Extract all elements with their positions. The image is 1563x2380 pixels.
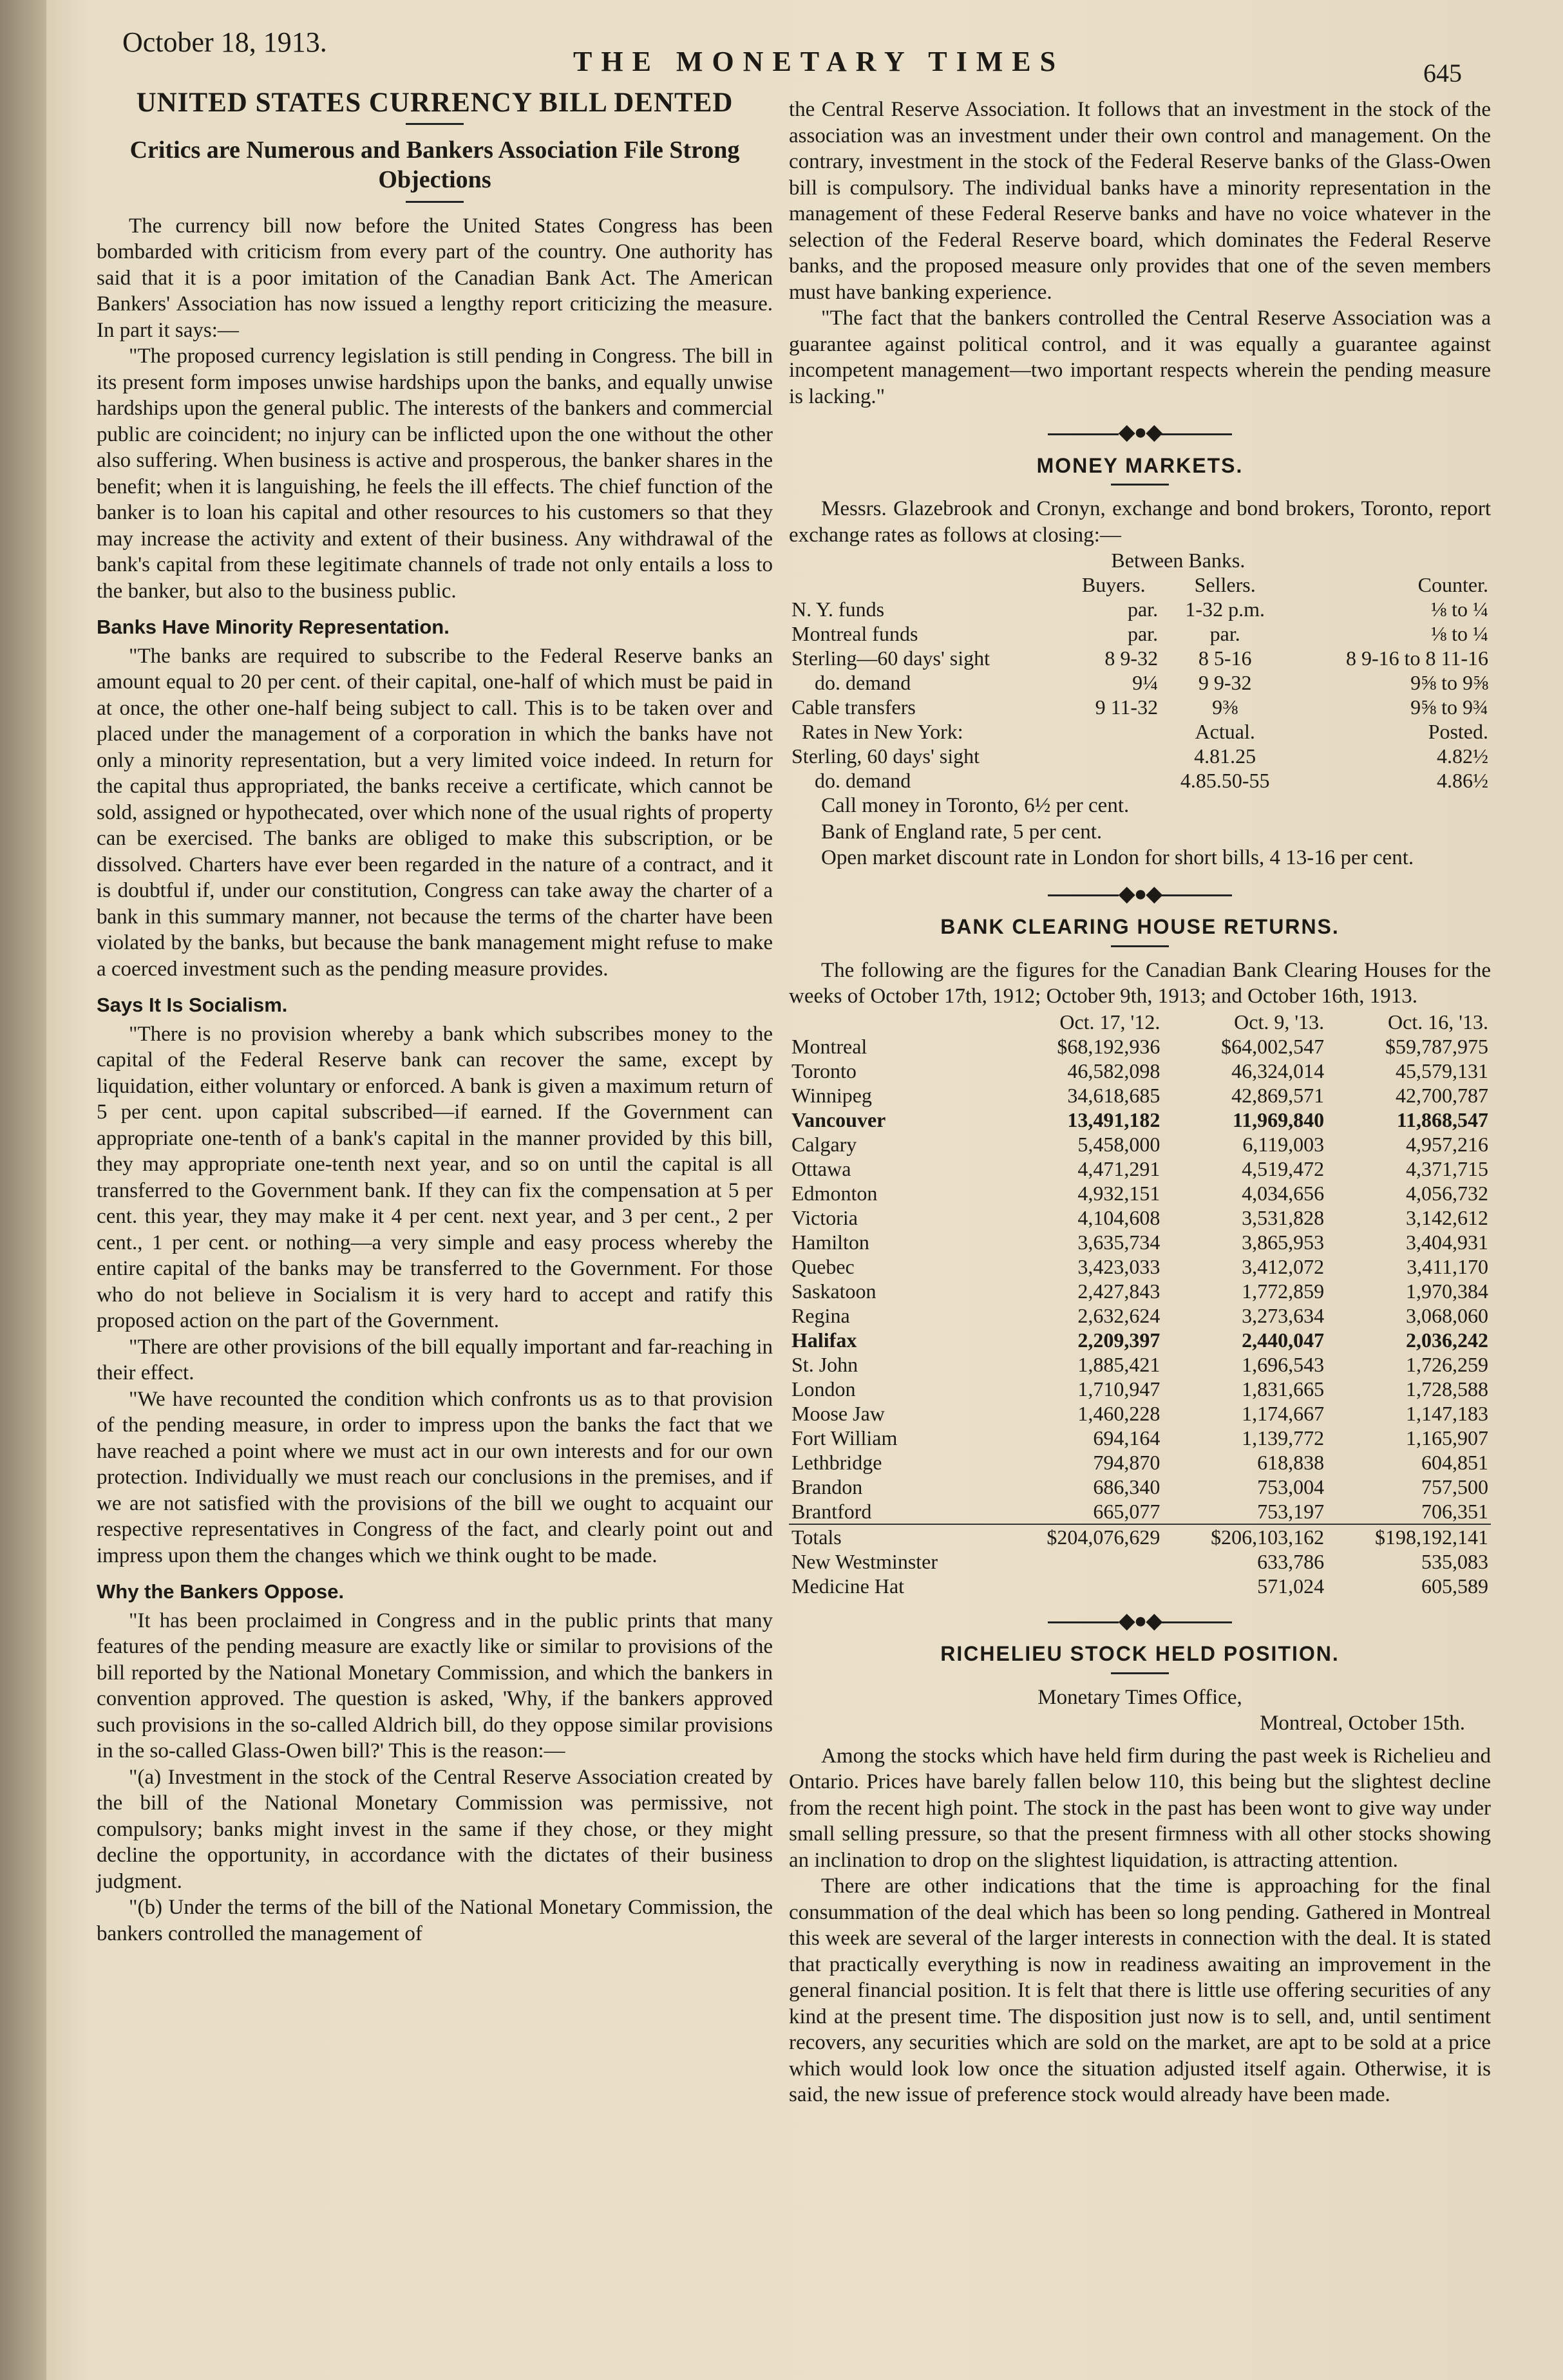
city-name: St. John xyxy=(791,1352,858,1376)
cell: 3,068,060 xyxy=(1406,1303,1488,1327)
article-subhead: Banks Have Minority Representation. xyxy=(97,616,450,638)
clearing-table xyxy=(789,1010,1491,1598)
table-row xyxy=(789,695,1491,719)
totals-row xyxy=(789,1524,1491,1549)
left-column xyxy=(97,90,773,1947)
cell: 3,404,931 xyxy=(1406,1230,1488,1254)
table-row xyxy=(789,1574,1491,1598)
table-row xyxy=(789,1108,1491,1132)
cell: 757,500 xyxy=(1421,1475,1488,1498)
open-market-line: Open market discount rate in London for short bills, 4 13-16 per cent. xyxy=(821,846,1414,869)
table-row xyxy=(789,1157,1491,1181)
cell: 34,618,685 xyxy=(1067,1083,1160,1107)
table-row xyxy=(789,744,1491,768)
table-row xyxy=(789,1352,1491,1377)
table-row xyxy=(789,621,1491,646)
cell: 46,324,014 xyxy=(1231,1059,1325,1082)
cell: $64,002,547 xyxy=(1221,1034,1325,1058)
article-headline: UNITED STATES CURRENCY BILL DENTED xyxy=(136,88,734,118)
money-markets-intro: Messrs. Glazebrook and Cronyn, exchange and bond brokers, Toronto, report exchange rates as follows at closing:— xyxy=(789,497,1491,547)
cell: 686,340 xyxy=(1093,1475,1160,1498)
cell: 9⅜ xyxy=(1212,695,1238,719)
city-name: Halifax xyxy=(791,1328,857,1352)
cell: 9¼ xyxy=(1132,671,1159,694)
cell: 3,273,634 xyxy=(1242,1303,1325,1327)
ornament-divider: ◆●◆ xyxy=(789,420,1491,446)
cell: 1,696,543 xyxy=(1242,1352,1325,1376)
table-row xyxy=(789,670,1491,695)
cell: 6,119,003 xyxy=(1242,1132,1325,1156)
cell: 753,197 xyxy=(1257,1499,1325,1523)
table-row xyxy=(789,1059,1491,1083)
city-name: Edmonton xyxy=(791,1181,878,1205)
article-deck: Critics are Numerous and Bankers Association File Strong Objections xyxy=(129,136,740,193)
cell: 4,056,732 xyxy=(1406,1181,1488,1205)
cell: $68,192,936 xyxy=(1057,1034,1160,1058)
cell: 8 5-16 xyxy=(1198,647,1252,670)
cell: 3,412,072 xyxy=(1242,1254,1325,1278)
table-row xyxy=(789,1328,1491,1352)
cell: 13,491,182 xyxy=(1067,1108,1160,1131)
total-cell: $204,076,629 xyxy=(998,1524,1162,1549)
article-paragraph: "The banks are required to subscribe to the Federal Reserve banks an amount equal to 20 per cent. of their capital, one-half of which must be paid in at once, the other one-half being subject to call. This is to be taken over and placed under the management of a corporation in which the banks have not only a minority representation, but a very limited voice indeed. In return for the capital thus appropriated, the banks receive a certificate, which cannot be sold, assigned or hypothecated, over which none of the usual rights of property can be exercised. The banks are obliged to make this subscription, or be dissolved. Charters have ever been regarded in the nature of a contract, and it is doubtful if, under our constitution, Congress can take away the charter of a bank in this summary manner, not because the terms of the charter have been violated by the banks, but because the bank management might refuse to make a coerced investment such as the pending measure provides. xyxy=(97,644,773,981)
article-paragraph: "(a) Investment in the stock of the Central Reserve Association created by the bill of the National Monetary Commission was permissive, not compulsory; banks might invest in the same if they chose, or they might decline the opportunity, in accordance with the dictates of their business judgment. xyxy=(97,1765,773,1893)
table-row xyxy=(789,1549,1491,1574)
article-subhead: Why the Bankers Oppose. xyxy=(97,1580,345,1603)
cell: par. xyxy=(1127,598,1159,621)
divider xyxy=(406,201,464,203)
cell: 604,851 xyxy=(1421,1450,1488,1474)
article-paragraph: There are other indications that the time is approaching for the final consummation of the deal which has been so long pending. Gathered in Montreal this week are several of the larger interests in connection with the deal. It is stated that practically everything is now in readiness awaiting an improvement in the general financial position. It is felt that there is little use offering securities of any kind at the present time. The disposition just now is to sell, and, until sentiment recovers, any securities which are sold on the market, are apt to be sold at a price which would look low once the situation adjusted itself again. Otherwise, it is said, the new issue of preference stock would already have been made. xyxy=(789,1875,1491,2106)
cell: 1,970,384 xyxy=(1406,1279,1488,1303)
header-date: October 18, 1913. xyxy=(122,26,327,58)
city-name: Quebec xyxy=(791,1254,855,1278)
cell: 4,034,656 xyxy=(1242,1181,1325,1205)
col-buyers: Buyers. xyxy=(1081,573,1146,596)
cell: 4.81.25 xyxy=(1194,744,1256,768)
cell: 1,726,259 xyxy=(1406,1352,1488,1376)
cell: 4.85.50-55 xyxy=(1180,769,1270,792)
article-paragraph: "It has been proclaimed in Congress and in the public prints that many features of the pending measure are exactly like or similar to provisions of the bill reported by the National Monetary Commission, and which the bankers in convention approved. The question is asked, 'Why, if the bankers approved such provisions in the so-called Aldrich bill, do they oppose similar provisions in the so-called Glass-Owen bill?' This is the reason:— xyxy=(97,1609,773,1762)
divider xyxy=(1111,484,1169,486)
col-counter: Counter. xyxy=(1417,573,1488,596)
ornament-divider: ◆●◆ xyxy=(789,882,1491,908)
table-row xyxy=(789,1401,1491,1426)
cell: 1,710,947 xyxy=(1077,1377,1160,1401)
exchange-rates-table xyxy=(789,548,1491,793)
article-paragraph: Among the stocks which have held firm during the past week is Richelieu and Ontario. Prices have barely fallen below 110, this being but the slightest decline from the recent high point. The stock in the past has been wont to give way under small selling pressure, so that the present firmness with all other stocks showing an inclination to drop on the slightest liquidation, is attracting attention. xyxy=(789,1744,1491,1872)
city-name: Lethbridge xyxy=(791,1450,882,1474)
table-row xyxy=(789,1132,1491,1157)
cell: 1,728,588 xyxy=(1406,1377,1488,1401)
money-markets-title: MONEY MARKETS. xyxy=(1036,453,1244,477)
cell: 571,024 xyxy=(1257,1574,1325,1598)
clearing-header: Oct. 9, '13. xyxy=(1234,1010,1325,1034)
cell: 694,164 xyxy=(1093,1426,1160,1450)
cell: 4,957,216 xyxy=(1406,1132,1488,1156)
cell: par. xyxy=(1127,622,1159,645)
article-paragraph: "There are other provisions of the bill equally important and far-reaching in their effect. xyxy=(97,1335,773,1384)
cell: par. xyxy=(1209,622,1240,645)
row-label: Sterling, 60 days' sight xyxy=(791,744,980,768)
table-row xyxy=(789,1426,1491,1450)
cell: 11,969,840 xyxy=(1232,1108,1325,1131)
office-line: Monetary Times Office, xyxy=(1037,1685,1242,1709)
city-name: Ottawa xyxy=(791,1157,851,1180)
cell: $59,787,975 xyxy=(1385,1034,1488,1058)
cell: 3,531,828 xyxy=(1242,1205,1325,1229)
city-name: Brandon xyxy=(791,1475,863,1498)
table-row xyxy=(789,1475,1491,1499)
cell: 1,460,228 xyxy=(1077,1401,1160,1425)
cell: 9 11-32 xyxy=(1095,695,1159,719)
total-cell: $198,192,141 xyxy=(1327,1524,1491,1549)
table-row xyxy=(789,1499,1491,1524)
ny-rates-label: Rates in New York: xyxy=(802,720,963,743)
cell: 706,351 xyxy=(1421,1499,1488,1523)
cell: 1,831,665 xyxy=(1242,1377,1325,1401)
cell: 1,174,667 xyxy=(1242,1401,1325,1425)
table-row xyxy=(789,597,1491,621)
clearing-header: Oct. 17, '12. xyxy=(1059,1010,1160,1034)
dateline: Montreal, October 15th. xyxy=(1260,1712,1465,1735)
article-paragraph: "(b) Under the terms of the bill of the National Monetary Commission, the bankers controlled the management of xyxy=(97,1896,773,1945)
totals-label: Totals xyxy=(789,1524,998,1549)
table-row xyxy=(789,1181,1491,1205)
cell: 11,868,547 xyxy=(1396,1108,1488,1131)
row-label: N. Y. funds xyxy=(791,598,885,621)
article-paragraph: "The proposed currency legislation is still pending in Congress. The bill in its present form imposes unwise hardships upon the banks, and equally unwise hardships upon the general public. The interests of the bankers and commercial public are coincident; no injury can be inflicted upon the one without the other also suffering. When business is active and prosperous, the banker shares in the benefit; when it is languishing, he feels the ill effects. The chief function of the banker is to loan his capital and other resources to his customers so that they may increase the activity and extent of their business. Any withdrawal of the bank's capital from these legitimate channels of trade not only entails a loss to the banker, but also to the business public. xyxy=(97,345,773,603)
clearing-intro: The following are the figures for the Canadian Bank Clearing Houses for the weeks of October 17th, 1912; October 9th, 1913; and October 16th, 1913. xyxy=(789,958,1491,1008)
cell: 3,865,953 xyxy=(1242,1230,1325,1254)
cell: 8 9-32 xyxy=(1104,647,1159,670)
city-name: Montreal xyxy=(791,1034,867,1058)
col-posted: Posted. xyxy=(1428,720,1488,743)
city-name: Saskatoon xyxy=(791,1279,876,1303)
table-row xyxy=(789,1377,1491,1401)
cell: 1,165,907 xyxy=(1406,1426,1488,1450)
city-name: Moose Jaw xyxy=(791,1401,885,1425)
col-sellers: Sellers. xyxy=(1194,573,1256,596)
cell: 2,036,242 xyxy=(1406,1328,1488,1352)
table-row xyxy=(789,1205,1491,1230)
row-label: do. demand xyxy=(815,671,911,694)
bank-england-line: Bank of England rate, 5 per cent. xyxy=(821,820,1103,844)
clearing-header: Oct. 16, '13. xyxy=(1388,1010,1488,1034)
cell: 9 9-32 xyxy=(1198,671,1252,694)
cell: 9⅝ to 9¾ xyxy=(1410,695,1488,719)
city-name: Calgary xyxy=(791,1132,857,1156)
cell: 1,772,859 xyxy=(1242,1279,1325,1303)
cell: 42,869,571 xyxy=(1231,1083,1325,1107)
cell: 4,519,472 xyxy=(1242,1157,1325,1180)
cell: 605,589 xyxy=(1421,1574,1488,1598)
cell: 4,932,151 xyxy=(1077,1181,1160,1205)
cell: 665,077 xyxy=(1093,1499,1160,1523)
cell: 1-32 p.m. xyxy=(1185,598,1265,621)
divider xyxy=(406,123,464,125)
cell: 3,423,033 xyxy=(1077,1254,1160,1278)
cell: 5,458,000 xyxy=(1077,1132,1160,1156)
cell: 4,371,715 xyxy=(1406,1157,1488,1180)
cell: 8 9-16 to 8 11-16 xyxy=(1345,647,1488,670)
table-row xyxy=(789,1254,1491,1279)
row-label: Montreal funds xyxy=(791,622,918,645)
cell: 633,786 xyxy=(1257,1549,1325,1573)
cell: ⅛ to ¼ xyxy=(1431,622,1488,645)
cell: 45,579,131 xyxy=(1396,1059,1488,1082)
cell: 4,104,608 xyxy=(1077,1205,1160,1229)
article-subhead: Says It Is Socialism. xyxy=(97,994,288,1016)
cell: 42,700,787 xyxy=(1396,1083,1488,1107)
city-name: New Westminster xyxy=(791,1549,938,1573)
cell: 1,885,421 xyxy=(1077,1352,1160,1376)
table-row xyxy=(789,646,1491,670)
table-row xyxy=(789,1083,1491,1108)
page-number: 645 xyxy=(1423,59,1462,88)
city-name: London xyxy=(791,1377,856,1401)
table-row xyxy=(789,1279,1491,1303)
city-name: Winnipeg xyxy=(791,1083,872,1107)
cell: 3,635,734 xyxy=(1077,1230,1160,1254)
city-name: Fort William xyxy=(791,1426,898,1450)
cell: 4,471,291 xyxy=(1077,1157,1160,1180)
city-name: Hamilton xyxy=(791,1230,869,1254)
cell: 618,838 xyxy=(1257,1450,1325,1474)
article-paragraph: The currency bill now before the United States Congress has been bombarded with criticism from every part of the country. One authority has said that it is a poor imitation of the Canadian Bank Act. The American Bankers' Association has now issued a lengthy report criticizing the measure. In part it says:— xyxy=(97,214,773,342)
cell: 3,411,170 xyxy=(1407,1254,1488,1278)
cell: 535,083 xyxy=(1421,1549,1488,1573)
cell: 1,147,183 xyxy=(1406,1401,1488,1425)
cell: 2,427,843 xyxy=(1077,1279,1160,1303)
call-money-line: Call money in Toronto, 6½ per cent. xyxy=(821,794,1130,817)
publication-title: THE MONETARY TIMES xyxy=(573,46,1065,77)
row-label: Cable transfers xyxy=(791,695,916,719)
cell: 794,870 xyxy=(1093,1450,1160,1474)
right-column xyxy=(789,97,1491,2108)
richelieu-title: RICHELIEU STOCK HELD POSITION. xyxy=(940,1642,1340,1665)
cell: 9⅝ to 9⅝ xyxy=(1410,671,1488,694)
city-name: Regina xyxy=(791,1303,850,1327)
col-actual: Actual. xyxy=(1195,720,1255,743)
clearing-title: BANK CLEARING HOUSE RETURNS. xyxy=(940,915,1340,938)
cell: ⅛ to ¼ xyxy=(1431,598,1488,621)
row-label: do. demand xyxy=(815,769,911,792)
table-row xyxy=(789,1303,1491,1328)
table-row xyxy=(789,1230,1491,1254)
table-row xyxy=(789,1450,1491,1475)
city-name: Toronto xyxy=(791,1059,857,1082)
city-name: Victoria xyxy=(791,1205,858,1229)
cell: 3,142,612 xyxy=(1406,1205,1488,1229)
article-paragraph: the Central Reserve Association. It follows that an investment in the stock of the association was an investment under their own control and management. On the contrary, investment in the stock of the Federal Reserve banks of the Glass-Owen bill is compulsory. The individual banks have a minority representation in the management of these Federal Reserve banks and have no voice whatever in the selection of the Federal Reserve board, which dominates the Federal Reserve banks, and the proposed measure only provides that one of the seven members must have banking experience. xyxy=(789,98,1491,304)
cell: 1,139,772 xyxy=(1242,1426,1325,1450)
city-name: Brantford xyxy=(791,1499,872,1523)
divider xyxy=(1111,1672,1169,1674)
cell: 753,004 xyxy=(1257,1475,1325,1498)
article-paragraph: "We have recounted the condition which confronts us as to that provision of the pending measure, in order to impress upon the banks the fact that we have reached a point where we must act in our own interests and for our own protection. Individually we must reach our conclusions in the premises, and if we are not satisfied with the provisions of the bill we ought to acquaint our respective representatives in Congress of the fact, and clearly point out and impress upon them the changes which we think ought to be made. xyxy=(97,1387,773,1567)
divider xyxy=(1111,945,1169,947)
city-name: Vancouver xyxy=(791,1108,886,1131)
city-name: Medicine Hat xyxy=(791,1574,905,1598)
cell: 2,632,624 xyxy=(1077,1303,1160,1327)
row-label: Sterling—60 days' sight xyxy=(791,647,990,670)
between-banks-label: Between Banks. xyxy=(1111,549,1246,572)
cell: 2,440,047 xyxy=(1242,1328,1325,1352)
article-paragraph: "The fact that the bankers controlled the Central Reserve Association was a guarantee against political control, and it was equally a guarantee against incompetent management—two important respects wherein the pending measure is lacking." xyxy=(789,307,1491,408)
article-paragraph: "There is no provision whereby a bank which subscribes money to the capital of the Federal Reserve bank can recover the same, except by liquidation, either voluntary or enforced. A bank is given a maximum return of 5 per cent. upon capital subscribed—if earned. If the Government can appropriate one-tenth of a bank's capital in the manner provided by this bill, they may appropriate one-tenth next year, and so on until the capital is all transferred to the Government bank. If they can fix the compensation at 5 per cent. this year, they may make it 4 per cent. next year, and 3 per cent., 2 per cent., 1 per cent. or nothing—a very simple and easy process whereby the entire capital of the banks may be transferred to the Government. For those who do not believe in Socialism it is very hard to accept and ratify this proposed action on the part of the Government. xyxy=(97,1022,773,1332)
cell: 2,209,397 xyxy=(1077,1328,1160,1352)
cell: 4.82½ xyxy=(1437,744,1488,768)
total-cell: $206,103,162 xyxy=(1162,1524,1327,1549)
ornament-divider: ◆●◆ xyxy=(789,1609,1491,1635)
cell: 4.86½ xyxy=(1437,769,1488,792)
table-row xyxy=(789,768,1491,793)
table-row xyxy=(789,1034,1491,1059)
cell: 46,582,098 xyxy=(1067,1059,1160,1082)
binding-margin xyxy=(0,0,46,2380)
